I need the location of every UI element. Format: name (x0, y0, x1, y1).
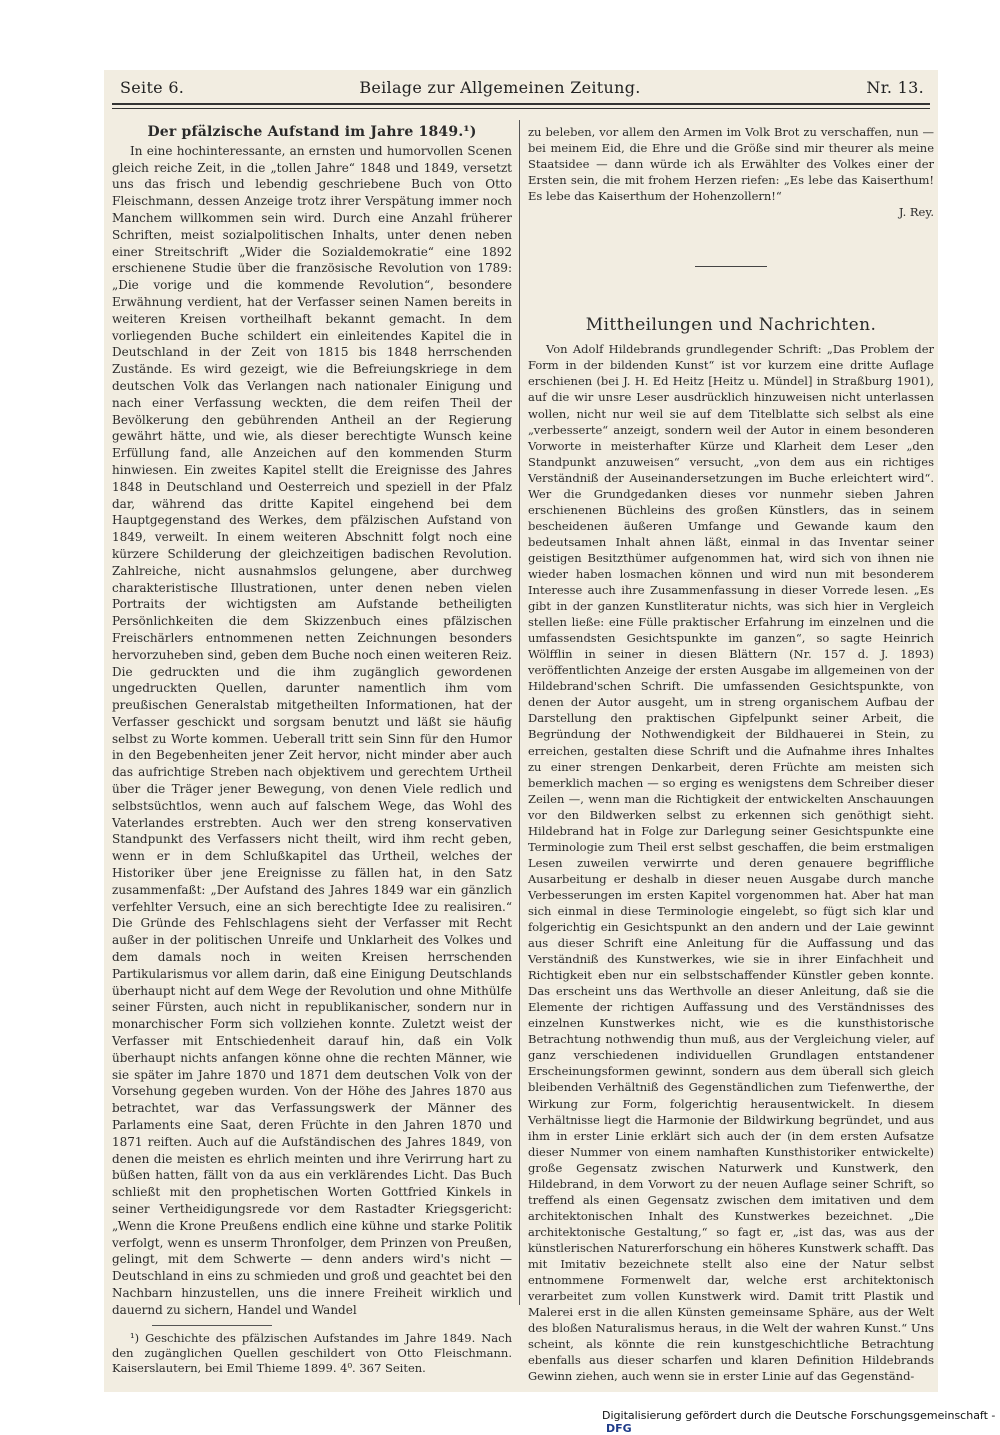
article-signature: J. Rey. (898, 205, 934, 220)
article-body: In eine hochinteressante, an ernsten und humorvollen Scenen gleich reiche Zeit, in die „tollen Jahre“ 1848 und 1849, versetzt uns das frisch und lebendig geschriebene Buch von Otto Fleischmann, dessen Anzeige trotz ihrer Verspätung immer noch Manchem willkommen sein wird. Durch eine Anzahl früherer Schriften, meist sozialpolitischen Inhalts, unter denen neben einer Streitschrift „Wider die Sozialdemokratie“ eine 1892 erschienene Studie über die französische Revolution von 1789: „Die vorige und die kommende Revolution“, besondere Erwähnung verdient, hat der Verfasser seinen Namen bereits in weiteren Kreisen vortheilhaft bekannt gemacht. In dem vorliegenden Buche schildert ein einleitendes Kapitel die in Deutschland in der Zeit von 1815 bis 1848 herrschenden Zustände. Es wird gezeigt, wie die Befreiungskriege in dem deutschen Volk das Verlangen nach nationaler Einigung und nach einer Verfassung weckten, die dem reifen Theil der Bevölkerung den gebührenden Antheil an der Regierung gewährt hätte, und wie, als dieser berechtigte Wunsch keine Erfüllung fand, alle Anzeichen auf den kommenden Sturm hinwiesen. Ein zweites Kapitel stellt die Ereignisse des Jahres 1848 in Deutschland und Oesterreich und speziell in der Pfalz dar, während das dritte Kapitel eingehend bei dem Hauptgegenstand des Werkes, dem pfälzischen Aufstand von 1849, verweilt. In einem weiteren Abschnitt folgt noch eine kürzere Schilderung der gleichzeitigen badischen Revolution. Zahlreiche, nicht ausnahmslos gelungene, aber durchweg charakteristische Illustrationen, unter denen neben vielen Portraits der wichtigsten am Aufstande betheiligten Persönlichkeiten die dem Skizzenbuch eines pfälzischen Freischärlers entnommenen netten Zeichnungen besonders hervorzuheben sind, geben dem Buche noch einen weiteren Reiz. Die gedruckten und die ihm zugänglich gewordenen ungedruckten Quellen, darunter namentlich ihm vom preußischen Generalstab mitgetheilten Informationen, hat der Verfasser geschickt und sorgsam benutzt und läßt sie häufig selbst zu Worte kommen. Ueberall tritt sein Sinn für den Humor in den Begebenheiten jener Zeit hervor, nicht minder aber auch das aufrichtige Streben nach objektivem und gerechtem Urtheil über die Träger jener Bewegung, von denen Viele redlich und selbstsüchtlos, wenn auch auf falschem Wege, das Wohl des Vaterlandes erstrebten. Auch wer den streng konservativen Standpunkt des Verfassers nicht theilt, wird ihm recht geben, wenn er in dem Schlußkapitel das Urtheil, welches der Historiker über jene Ereignisse zu fällen hat, in den Satz zusammenfaßt: „Der Aufstand des Jahres 1849 war ein gänzlich verfehlter Versuch, eine an sich berechtigte Idee zu realisiren.“ Die Gründe des Fehlschlagens sieht der Verfasser mit Recht außer in der politischen Unreife und Unklarheit des Volkes und dem damals noch in weiten Kreisen herrschenden Partikularismus vor allem darin, daß eine Einigung Deutschlands überhaupt nicht auf dem Wege der Revolution und ohne Mithülfe seiner Fürsten, auch nicht in republikanischer, sondern nur in monarchischer Form sich vollziehen konnte. Zuletzt weist der Verfasser mit Entschiedenheit darauf hin, daß ein Volk überhaupt nichts anfangen könne ohne die rechten Männer, wie sie später im Jahre 1870 und 1871 dem deutschen Volk von der Vorsehung gegeben wurden. Von der Höhe des Jahres 1870 aus betrachtet, war das Verfassungswerk der Männer des Parlaments eine Saat, deren Früchte in den Jahren 1870 und 1871 reiften. Auch auf die Aufständischen des Jahres 1849, von denen die meisten es ehrlich meinten und ihre Verirrung hart zu büßen hatten, fällt von da aus ein verklärendes Licht. Das Buch schließt mit den prophetischen Worten Gottfried Kinkels in seiner Vertheidigungsrede vor dem Rastadter Kriegsgericht: „Wenn die Krone Preußens endlich eine kühne und starke Politik verfolgt, wenn es unserm Thronfolger, dem Prinzen von Preußen, gelingt, mit dem Schwerte — denn anders wird's nicht — Deutschland in eins zu schmieden und groß und geachtet bei den Nachbarn hinzustellen, uns die innere Freiheit wirklich und dauernd zu sichern, Handel und Wandel (112, 143, 512, 1317)
digitization-footer (602, 1409, 1000, 1435)
section-body: Von Adolf Hildebrands grundlegender Schrift: „Das Problem der Form in der bildenden Kunst“ ist vor kurzem eine dritte Auflage erschienen (bei J. H. Ed Heitz [Heitz u. Mündel] in Straßburg 1901), auf die wir unsre Leser ausdrücklich hinzuweisen nicht unterlassen wollen, nicht nur weil sie auf dem Titelblatte sich selbst als eine „verbesserte“ anzeigt, sondern weil der Autor in einem besonderen Vorworte in meisterhafter Kürze und Klarheit dem Leser „den Standpunkt anzuweisen“ versucht, „von dem aus ein richtiges Verständniß der Auseinandersetzungen im Buche erleichtert wird“. Wer die Grundgedanken dieses vor nunmehr sieben Jahren erschienenen Büchleins des großen Künstlers, das in seinem bescheidenen äußeren Umfange und Gewande kaum den bedeutsamen Inhalt ahnen läßt, einmal in das Inventar seiner geistigen Besitzthümer aufgenommen hat, wird sich von ihnen nie wieder haben losmachen können und wird nun mit besonderem Interesse auch ihre Zusammenfassung in dieser Vorrede lesen. „Es gibt in der ganzen Kunstliteratur nichts, was sich hier in Vergleich stellen ließe: eine Fülle praktischer Erfahrung im einzelnen und die umfassendsten Gesichtspunkte im ganzen“, so sagte Heinrich Wölfflin in seiner in diesen Blättern (Nr. 157 d. J. 1893) veröffentlichten Anzeige der ersten Ausgabe im allgemeinen von der Hildebrand'schen Schrift. Die umfassenden Gesichtspunkte, von denen der Autor ausgeht, um in streng organischem Aufbau der Darstellung den praktischen Gipfelpunkt seiner Arbeit, die Begründung der Nothwendigkeit der Bildhauerei in Stein, zu erreichen, gestalten diese Schrift und die Aufnahme ihres Inhaltes zu einer strengen Denkarbeit, deren Früchte am meisten sich bemerklich machen — so erging es wenigstens dem Schreiber dieser Zeilen —, wenn man die Richtigkeit der entwickelten Anschauungen vor den Bildwerken selbst zu erkennen sich genöthigt sieht. Hildebrand hat in Folge zur Darlegung seiner Gesichtspunkte eine Terminologie zum Theil erst selbst geschaffen, die beim erstmaligen Lesen zuweilen verwirrte und deren genauere begriffliche Ausarbeitung er deshalb in dieser neuen Ausgabe durch manche Verbesserungen im ersten Kapitel vorgenommen hat. Aber hat man sich einmal in diese Terminologie eingelebt, so fügt sich klar und folgerichtig ein Gesichtspunkt an den andern und der Laie gewinnt aus dieser Schrift eine Anleitung für die Auffassung und das Verständniß des Kunstwerkes, wie sie in ihrer Einfachheit und Richtigkeit eben nur ein selbstschaffender Künstler geben konnte. Das erscheint uns das Werthvolle an dieser Anleitung, daß sie die Elemente der richtigen Auffassung und des Verständnisses des einzelnen Kunstwerkes nicht, wie es die kunsthistorische Betrachtung nothwendig thun muß, aus der Vergleichung vieler, auf ganz verschiedenen individuellen Grundlagen entstandener Erscheinungsformen gewinnt, sondern aus dem überall sich gleich bleibenden Verhältniß des Gegenständlichen zum Tiefenwerthe, der Wirkung zur Form, folgerichtig herausentwickelt. In diesem Verhältnisse liegt die Harmonie der Bildwirkung begründet, und aus ihm in erster Linie erklärt sich auch der (in dem ersten Aufsatze dieser Nummer von einem namhaften Kunsthistoriker entwickelte) große Gegensatz zwischen Naturwerk und Kunstwerk, den Hildebrand, in dem Vorwort zu der neuen Auflage seiner Schrift, so treffend als einen Gegensatz zwischen dem imitativen und dem architektonischen Inhalt des Kunstwerkes bezeichnet. „Die architektonische Gestaltung,“ so fagt er, „ist das, was aus der künstlerischen Naturerforschung ein höheres Kunstwerk schafft. Das mit Imitativ bezeichnete stellt also eine der Natur selbst entnommene Formenwelt dar, welche erst architektonisch verarbeitet zum vollen Kunstwerk wird. Damit tritt Plastik und Malerei erst in die allen Künsten gemeinsame Sphäre, aus der Welt des bloßen Naturalismus heraus, in die Welt der wahren Kunst.“ Uns scheint, als könnte die rein kunstgeschichtliche Betrachtung ebenfalls aus dieser scharfen und klaren Definition Hildebrands Gewinn ziehen, auch wenn sie in erster Linie auf das Gegenständ- (528, 342, 934, 1384)
dfg-logo: DFG (606, 1422, 632, 1435)
header-rule-thick (112, 103, 930, 105)
section-separator (695, 266, 767, 267)
page-number: Seite 6. (120, 78, 185, 97)
article-continuation: zu beleben, vor allem den Armen im Volk Brot zu verschaffen, nun — bei meinem Eid, die Ehre und die Größe sind mir theurer als meine Staatsidee — dann würde ich als Erwählter des Volkes einer der Ersten sein, die mit frohem Herzen riefen: „Es lebe das Kaiserthum! Es lebe das Kaiserthum der Hohenzollern!“ (528, 125, 934, 204)
left-column (112, 124, 512, 1376)
footnote-rule (152, 1325, 272, 1326)
section-title: Mittheilungen und Nachrichten. (585, 315, 877, 336)
issue-number: Nr. 13. (866, 78, 924, 97)
newspaper-title: Beilage zur Allgemeinen Zeitung. (359, 78, 641, 97)
column-divider (519, 120, 520, 1305)
footer-text: Digitalisierung gefördert durch die Deutsche Forschungsgemeinschaft - (602, 1409, 996, 1422)
article-footnote: ¹) Geschichte des pfälzischen Aufstandes im Jahre 1849. Nach den zugänglichen Quellen geschildert von Otto Fleischmann. Kaiserslautern, bei Emil Thieme 1899. 4⁰. 367 Seiten. (112, 1330, 512, 1375)
article-title: Der pfälzische Aufstand im Jahre 1849.¹) (147, 124, 477, 140)
header-rule-thin (112, 108, 930, 109)
right-column (528, 124, 934, 1384)
